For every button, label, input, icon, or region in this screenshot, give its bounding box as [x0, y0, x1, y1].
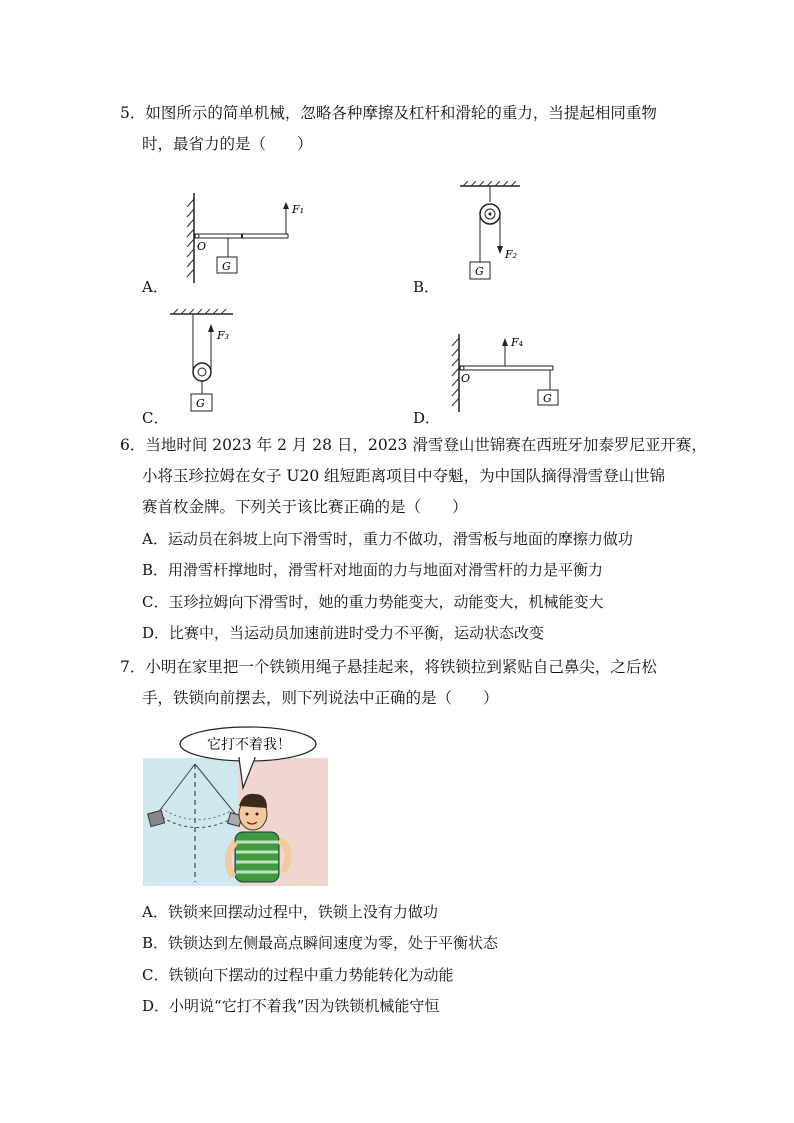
figure-5d-lever: [445, 330, 575, 415]
fig5d-g-label: G: [543, 392, 552, 405]
q7-choice-c: C．铁锁向下摆动的过程中重力势能转化为动能: [142, 966, 454, 984]
figure-7-pendulum-scene: [143, 722, 328, 887]
fig5b-f2-label: F₂: [505, 248, 518, 261]
q6-choice-b: B．用滑雪杆撑地时，滑雪杆对地面的力与地面对滑雪杆的力是平衡力: [142, 561, 604, 579]
q5-line-2: 时，最省力的是（ ）: [142, 135, 313, 153]
q7-choice-b: B．铁锁达到左侧最高点瞬间速度为零，处于平衡状态: [142, 934, 499, 952]
option-5c-label: C．: [142, 409, 169, 427]
question-7: [120, 652, 680, 714]
bubble-text: 它打不着我！: [207, 737, 291, 753]
fig5c-f3-label: F₃: [217, 329, 230, 342]
fig5c-g-label: G: [196, 397, 205, 410]
q7-choice-a: A．铁锁来回摆动过程中，铁锁上没有力做功: [142, 903, 438, 921]
fig5d-o-label: O: [461, 372, 471, 385]
q6-line-3: 赛首枚金牌。下列关于该比赛正确的是（ ）: [142, 498, 468, 516]
q6-choice-a: A．运动员在斜坡上向下滑雪时，重力不做功，滑雪板与地面的摩擦力做功: [142, 530, 633, 548]
fig5a-g-label: G: [222, 260, 231, 273]
q6-choice-c: C．玉珍拉姆向下滑雪时，她的重力势能变大，动能变大，机械能变大: [142, 593, 604, 611]
q6-line-1: 6．当地时间 2023 年 2 月 28 日，2023 滑雪登山世锦赛在西班牙加泰罗尼亚开赛，: [120, 436, 707, 454]
option-5d-label: D．: [413, 409, 441, 427]
q5-line-1: 5．如图所示的简单机械，忽略各种摩擦及杠杆和滑轮的重力，当提起相同重物: [120, 104, 657, 122]
q6-line-2: 小将玉珍拉姆在女子 U20 组短距离项目中夺魁，为中国队摘得滑雪登山世锦: [142, 467, 666, 485]
q7-choice-d: D．小明说“它打不着我”因为铁锁机械能守恒: [142, 997, 440, 1015]
question-5: [120, 98, 680, 160]
question-6: [120, 430, 707, 523]
q7-line-1: 7．小明在家里把一个铁锁用绳子悬挂起来，将铁锁拉到紧贴自己鼻尖，之后松: [120, 658, 657, 676]
fig5a-o-label: O: [197, 240, 207, 253]
q6-choice-d: D．比赛中，当运动员加速前进时受力不平衡，运动状态改变: [142, 624, 545, 642]
fig5b-g-label: G: [475, 265, 484, 278]
fig5a-f1-label: F₁: [292, 203, 305, 216]
fig5d-f4-label: F₄: [511, 336, 524, 349]
option-5a-label: A．: [142, 278, 168, 296]
figure-5a-lever: [180, 185, 310, 285]
figure-5c-movable-pulley: [165, 308, 255, 418]
figure-5b-fixed-pulley: [455, 180, 545, 285]
option-5b-label: B．: [413, 278, 440, 296]
q7-line-2: 手，铁锁向前摆去，则下列说法中正确的是（ ）: [142, 689, 499, 707]
